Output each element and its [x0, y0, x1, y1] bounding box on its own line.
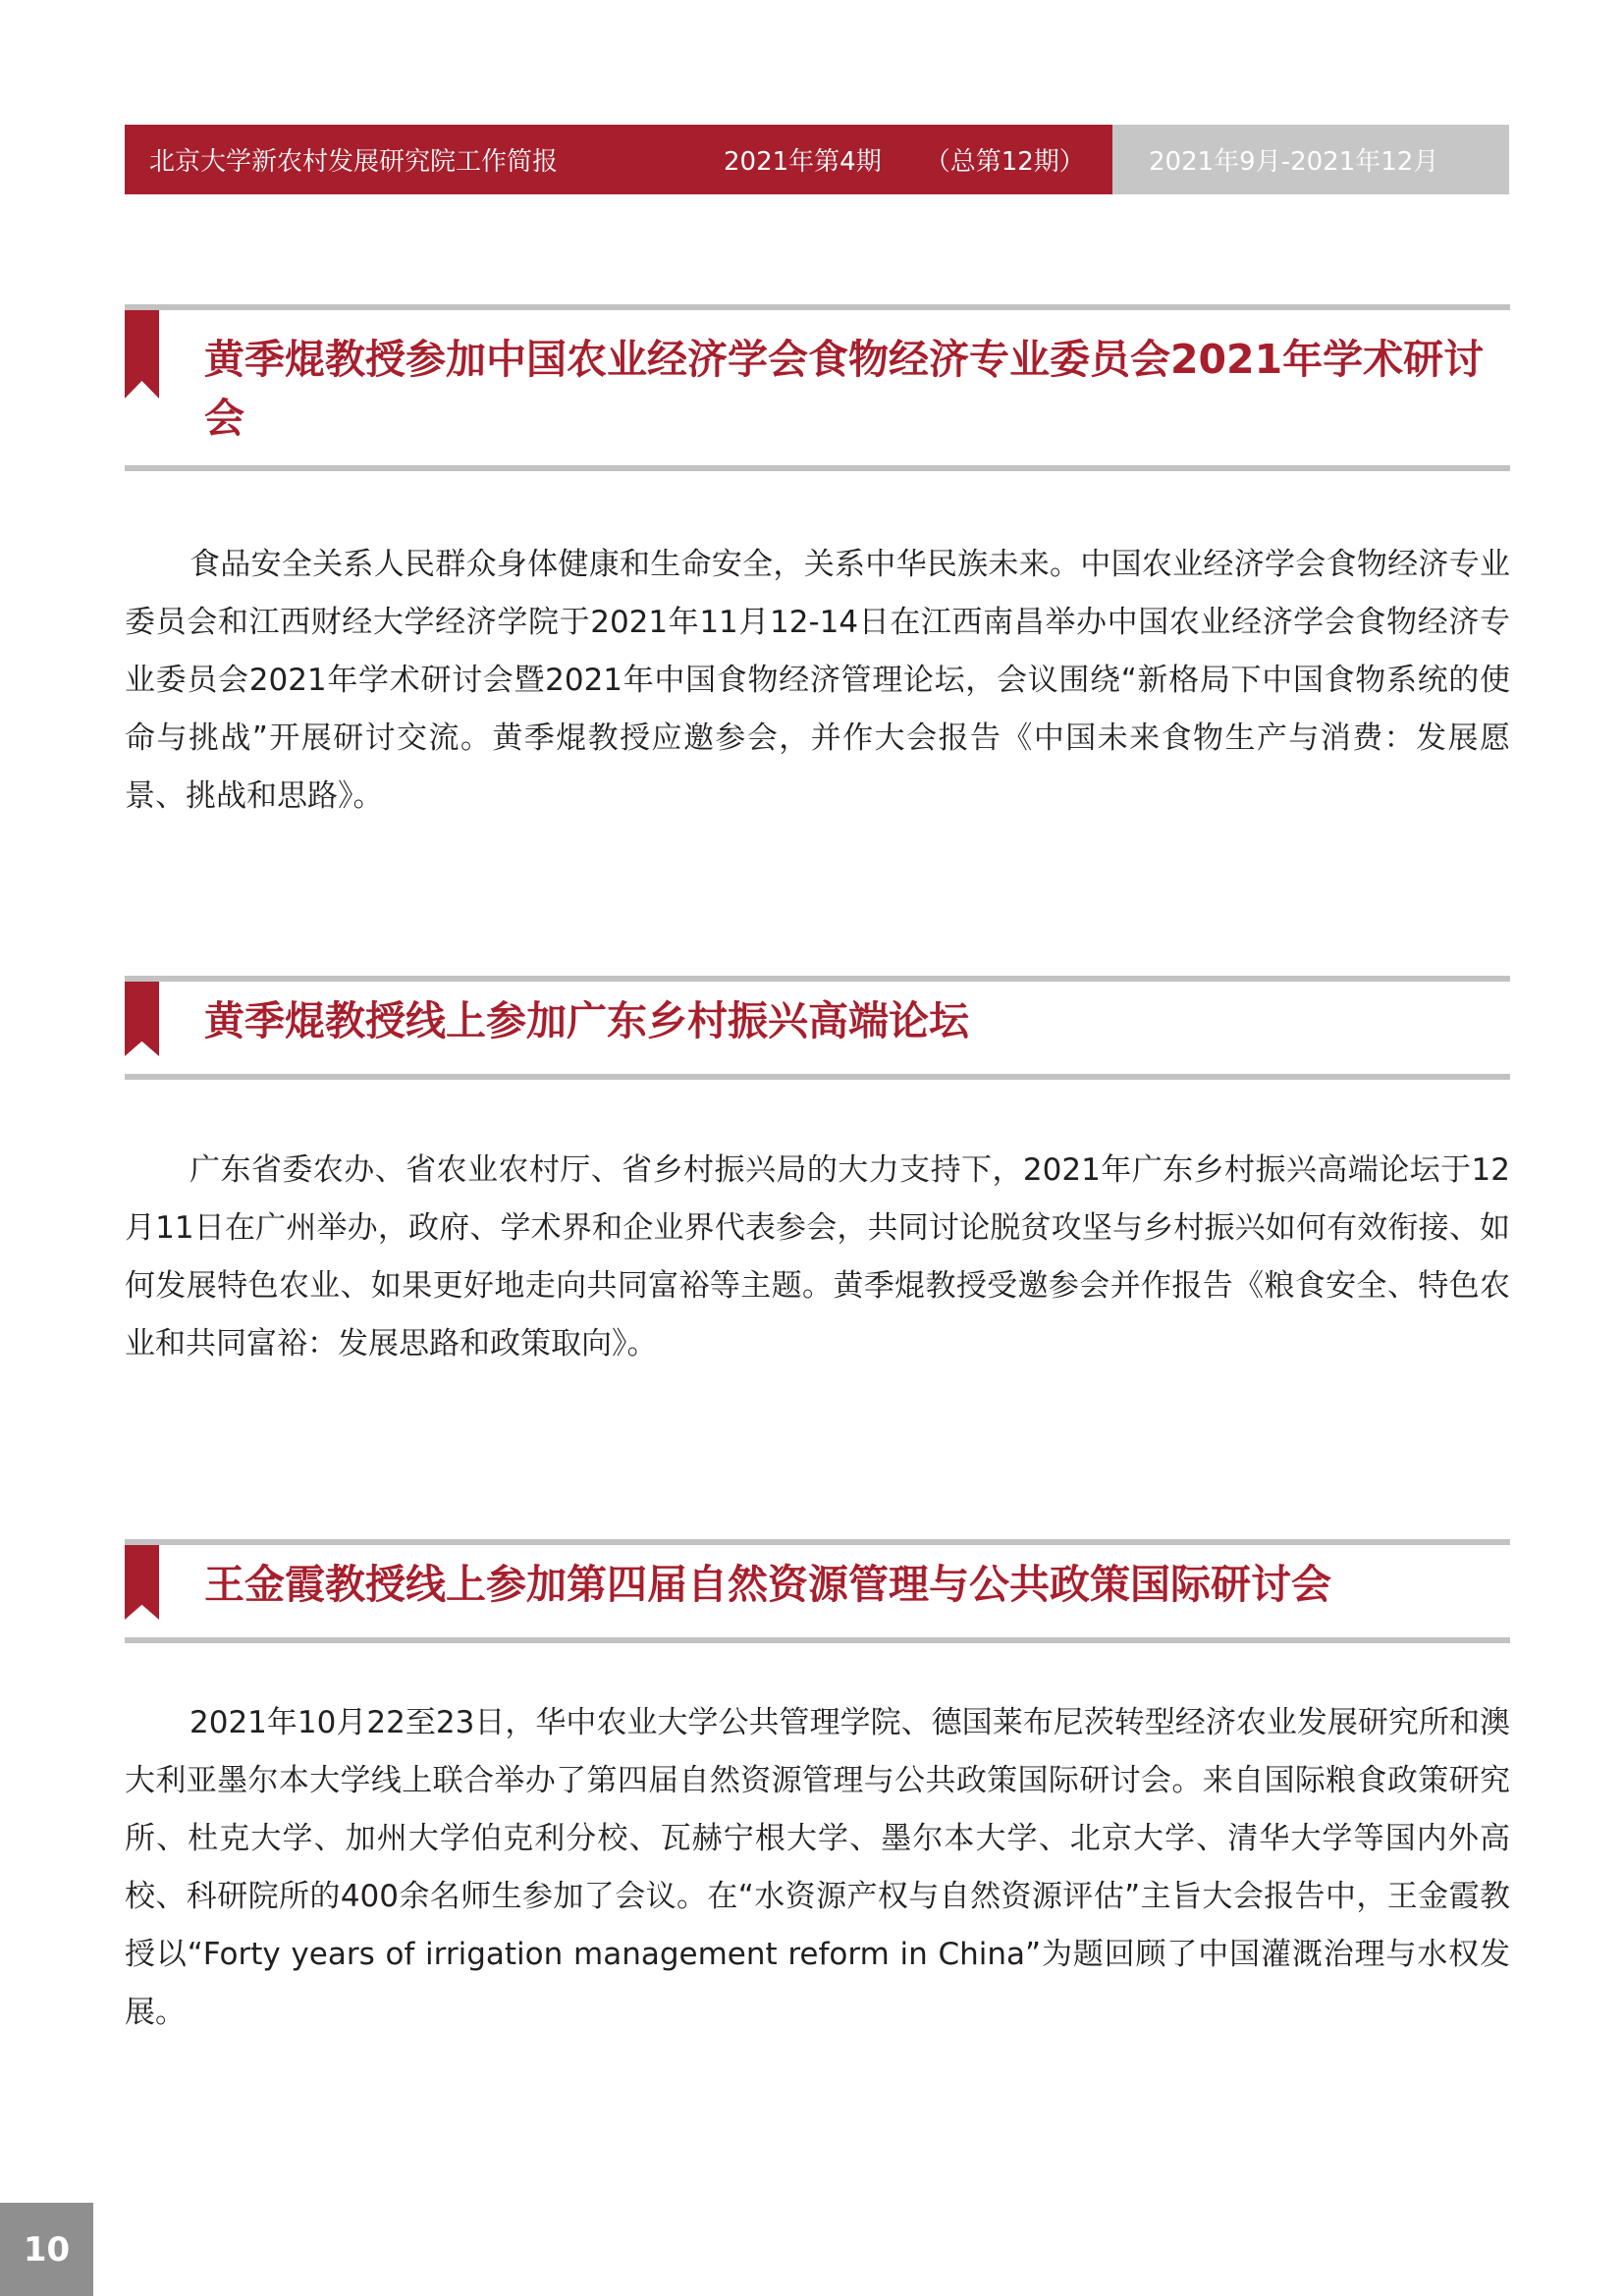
page-number: 10: [0, 2203, 93, 2296]
section-body: 食品安全关系人民群众身体健康和生命安全，关系中华民族未来。中国农业经济学会食物经济专业委员会和江西财经大学经济学院于2021年11月12-14日在江西南昌举办中国农业经济学会食物经济专业委员会2021年学术研讨会暨2021年中国食物经济管理论坛，会议围绕“新格局下中国食物系统的使命与挑战”开展研讨交流。黄季焜教授应邀参会，并作大会报告《中国未来食物生产与消费：发展愿景、挑战和思路》。: [125, 547, 1510, 814]
ribbon-bookmark-icon: [125, 310, 159, 399]
heading-rule-bottom: [125, 1074, 1510, 1080]
issue-number: 2021年第4期: [724, 147, 882, 177]
section-heading-1: [125, 300, 1510, 473]
section-body: 2021年10月22至23日，华中农业大学公共管理学院、德国莱布尼茨转型经济农业发展研究所和澳大利亚墨尔本大学线上联合举办了第四届自然资源管理与公共政策国际研讨会。来自国际粮食政策研究所、杜克大学、加州大学伯克利分校、瓦赫宁根大学、墨尔本大学、北京大学、清华大学等国内外高校、科研院所的400余名师生参加了会议。在“水资源产权与自然资源评估”主旨大会报告中，王金霞教授以“Forty years of irrigation management reform in China”为题回顾了中国灌溉治理与水权发展。: [125, 1705, 1510, 2030]
section-title: 黄季焜教授线上参加广东乡村振兴高端论坛: [204, 997, 969, 1044]
date-range: 2021年9月-2021年12月: [1149, 147, 1439, 177]
heading-rule-top: [125, 1539, 1510, 1545]
heading-rule-top: [125, 976, 1510, 982]
ribbon-bookmark-icon: [125, 982, 159, 1056]
issue-total: （总第12期）: [924, 147, 1085, 177]
header-red-band: [125, 125, 1112, 194]
heading-rule-bottom: [125, 1637, 1510, 1643]
section-title: 王金霞教授线上参加第四届自然资源管理与公共政策国际研讨会: [204, 1561, 1331, 1608]
heading-rule-bottom: [125, 465, 1510, 471]
section-body: 广东省委农办、省农业农村厅、省乡村振兴局的大力支持下，2021年广东乡村振兴高端论坛于12月11日在广州举办，政府、学术界和企业界代表参会，共同讨论脱贫攻坚与乡村振兴如何有效衔接、如何发展特色农业、如果更好地走向共同富裕等主题。黄季焜教授受邀参会并作报告《粮食安全、特色农业和共同富裕：发展思路和政策取向》。: [125, 1152, 1510, 1362]
heading-rule-top: [125, 304, 1510, 310]
header-gray-band: [1112, 125, 1509, 194]
page-header: [125, 125, 1509, 194]
section-heading-2: [125, 972, 1510, 1090]
publication-title: 北京大学新农村发展研究院工作简报: [149, 147, 559, 177]
section-title: 黄季焜教授参加中国农业经济学会食物经济专业委员会2021年学术研讨会: [204, 336, 1485, 442]
section-heading-3: [125, 1535, 1510, 1653]
ribbon-bookmark-icon: [125, 1545, 159, 1620]
